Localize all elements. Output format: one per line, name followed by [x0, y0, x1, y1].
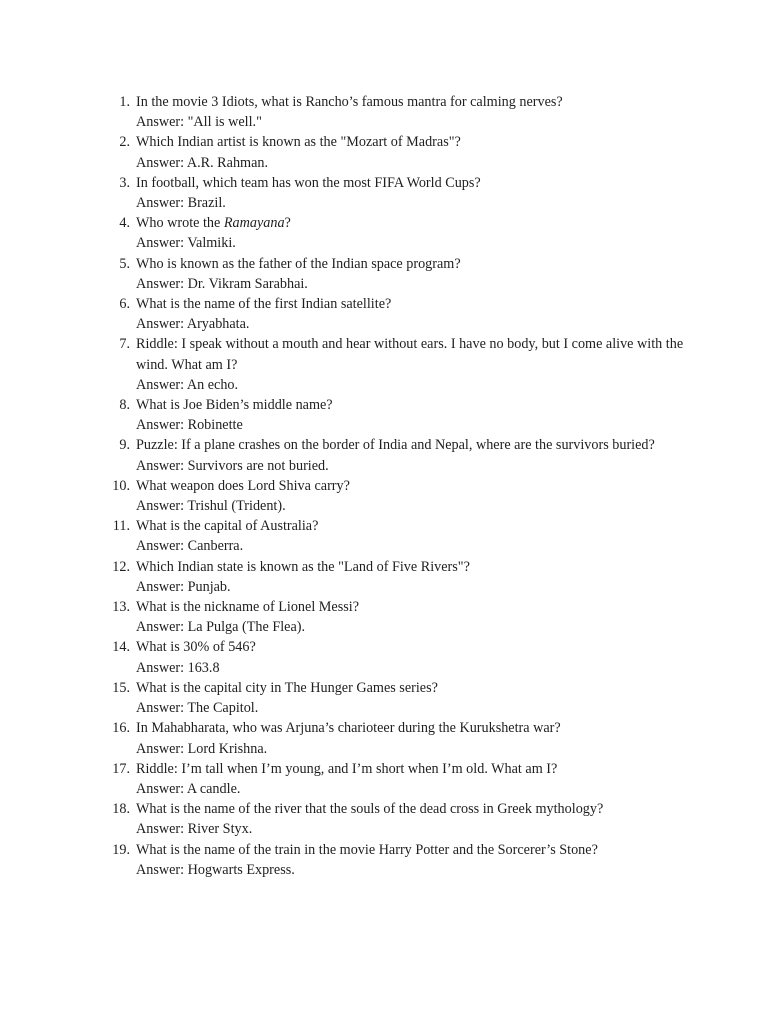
item-number: 3.: [119, 174, 130, 191]
list-item: [0, 718, 768, 758]
item-number: 13.: [112, 599, 130, 616]
list-item: [0, 597, 768, 637]
question-text: What is the capital of Australia?: [136, 518, 319, 535]
answer-text: Answer: Valmiki.: [136, 235, 236, 252]
item-number: 8.: [119, 397, 130, 414]
item-number: 17.: [112, 760, 130, 777]
question-text: In football, which team has won the most FIFA World Cups?: [136, 174, 481, 191]
question-text: What weapon does Lord Shiva carry?: [136, 477, 350, 494]
answer-text: Answer: Brazil.: [136, 195, 226, 212]
answer-text: Answer: Robinette: [136, 417, 243, 434]
question-text: Who is known as the father of the Indian space program?: [136, 255, 461, 272]
item-number: 15.: [112, 679, 130, 696]
answer-text: Answer: Survivors are not buried.: [136, 457, 329, 474]
book-title: Ramayana: [223, 215, 285, 232]
answer-text: Answer: Trishul (Trident).: [136, 498, 286, 515]
answer-text: Answer: 163.8: [136, 659, 220, 676]
question-text: [136, 213, 696, 233]
answer-text: Answer: Punjab.: [136, 578, 231, 595]
question-text: What is the name of the first Indian satellite?: [136, 296, 392, 313]
item-number: 11.: [112, 518, 130, 535]
list-item: [0, 435, 768, 475]
list-item: [0, 678, 768, 718]
question-text: Puzzle: If a plane crashes on the border of India and Nepal, where are the survivors buried?: [136, 437, 655, 454]
item-number: 9.: [119, 437, 130, 454]
quiz-list: [0, 92, 768, 880]
question-text: Which Indian state is known as the "Land of Five Rivers"?: [136, 558, 470, 575]
answer-text: Answer: A.R. Rahman.: [136, 154, 269, 171]
list-item: [0, 92, 768, 132]
item-number: 16.: [112, 720, 130, 737]
item-number: 19.: [112, 841, 130, 858]
list-item: [0, 132, 768, 172]
answer-text: Answer: Dr. Vikram Sarabhai.: [136, 275, 308, 292]
question-text: What is the name of the river that the souls of the dead cross in Greek mythology?: [136, 801, 604, 818]
question-text: What is the nickname of Lionel Messi?: [136, 599, 359, 616]
question-prefix: Who wrote the: [136, 215, 224, 232]
question-text: What is 30% of 546?: [136, 639, 256, 656]
question-suffix: ?: [284, 215, 291, 232]
item-number: 1.: [119, 94, 130, 110]
question-text: In Mahabharata, who was Arjuna’s charioteer during the Kurukshetra war?: [136, 720, 561, 737]
list-item: [0, 294, 768, 334]
answer-text: Answer: An echo.: [136, 376, 239, 393]
list-item: [0, 516, 768, 556]
answer-text: Answer: Lord Krishna.: [136, 740, 268, 757]
question-text: Which Indian artist is known as the "Mozart of Madras"?: [136, 134, 461, 151]
item-number: 7.: [119, 336, 130, 353]
item-number: 12.: [112, 558, 130, 575]
item-number: 4.: [119, 215, 130, 232]
list-item: [0, 213, 768, 253]
item-number: 5.: [119, 255, 130, 272]
answer-text: Answer: La Pulga (The Flea).: [136, 619, 306, 636]
question-text: What is the name of the train in the movie Harry Potter and the Sorcerer’s Stone?: [136, 841, 598, 858]
question-text: Riddle: I’m tall when I’m young, and I’m short when I’m old. What am I?: [136, 760, 558, 777]
item-number: 2.: [119, 134, 130, 151]
list-item: [0, 395, 768, 435]
item-number: 18.: [112, 801, 130, 818]
list-item: [0, 557, 768, 597]
answer-text: Answer: "All is well.": [136, 114, 262, 131]
item-number: 10.: [112, 477, 130, 494]
list-item: [0, 840, 768, 880]
item-number: 14.: [112, 639, 130, 656]
answer-text: Answer: Hogwarts Express.: [136, 861, 295, 878]
list-item: [0, 334, 768, 395]
answer-text: Answer: Canberra.: [136, 538, 244, 555]
answer-text: Answer: River Styx.: [136, 821, 253, 838]
question-text: What is the capital city in The Hunger Games series?: [136, 679, 438, 696]
question-text: In the movie 3 Idiots, what is Rancho’s famous mantra for calming nerves?: [136, 94, 563, 110]
list-item: [0, 173, 768, 213]
list-item: [0, 254, 768, 294]
answer-text: Answer: A candle.: [136, 780, 241, 797]
answer-text: Answer: Aryabhata.: [136, 316, 250, 333]
list-item: [0, 476, 768, 516]
item-number: 6.: [119, 296, 130, 313]
list-item: [0, 759, 768, 799]
list-item: [0, 637, 768, 677]
question-text: What is Joe Biden’s middle name?: [136, 397, 333, 414]
question-text: Riddle: I speak without a mouth and hear without ears. I have no body, but I come alive with the wind. What am I?: [136, 336, 684, 373]
answer-text: Answer: The Capitol.: [136, 700, 259, 717]
list-item: [0, 799, 768, 839]
